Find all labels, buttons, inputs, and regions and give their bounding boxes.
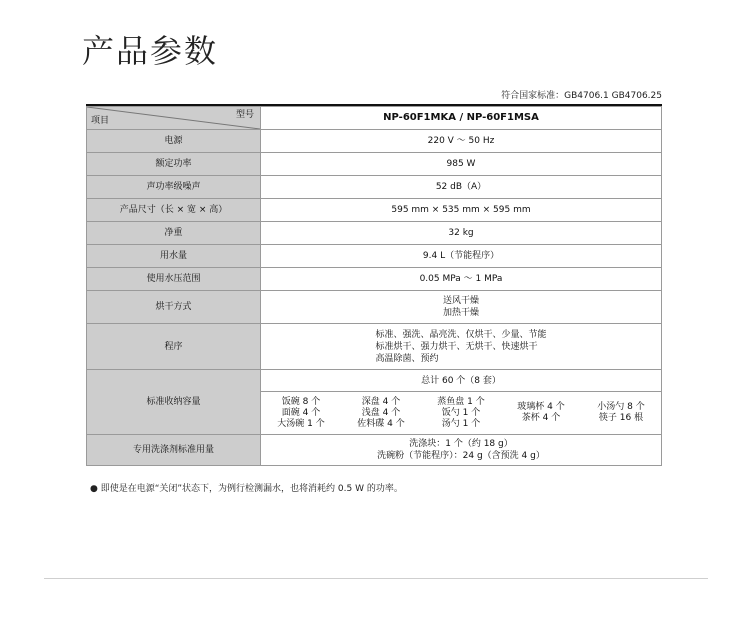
capacity-total: 总计 60 个（8 套） — [261, 370, 662, 392]
table-row — [87, 176, 662, 199]
row-value: 9.4 L（节能程序） — [261, 245, 662, 268]
row-value: 220 V ～ 50 Hz — [261, 130, 662, 153]
capacity-item: 浅盘 4 个 — [361, 407, 401, 418]
row-label: 专用洗涤剂标准用量 — [87, 435, 261, 466]
capacity-column — [261, 397, 341, 430]
capacity-item: 汤勺 1 个 — [441, 418, 481, 429]
program-line: 高温除菌、预约 — [375, 353, 439, 364]
capacity-column — [581, 402, 661, 424]
capacity-item: 饭碗 8 个 — [281, 396, 321, 407]
spec-table — [86, 106, 662, 466]
row-value — [261, 324, 662, 370]
row-value: 985 W — [261, 153, 662, 176]
footnote: ● 即使是在电源“关闭”状态下，为例行检测漏水，也将消耗约 0.5 W 的功率。 — [90, 484, 403, 494]
capacity-item: 茶杯 4 个 — [521, 413, 561, 423]
drying-line: 送风干燥 — [442, 296, 479, 306]
standard-note: 符合国家标准：GB4706.1 GB4706.25 — [501, 91, 662, 101]
capacity-item: 佐料碟 4 个 — [357, 418, 405, 429]
header-corner-cell — [87, 107, 261, 130]
capacity-column — [501, 402, 581, 424]
row-label: 产品尺寸（长 × 宽 × 高） — [87, 199, 261, 222]
header-item-label: 项目 — [91, 116, 110, 126]
programs-list — [375, 329, 546, 365]
table-row-detergent — [87, 435, 662, 466]
detergent-line: 洗碗粉（节能程序）：24 g（含预洗 4 g） — [377, 451, 545, 461]
capacity-item: 面碗 4 个 — [281, 407, 321, 418]
table-row-capacity-total — [87, 370, 662, 392]
capacity-column — [421, 397, 501, 430]
row-label: 净重 — [87, 222, 261, 245]
drying-line: 加热干燥 — [442, 308, 479, 318]
capacity-item: 蒸鱼盘 1 个 — [437, 396, 485, 407]
program-line: 标准、强洗、晶亮洗、仅烘干、少量、节能 — [375, 329, 547, 340]
row-label: 用水量 — [87, 245, 261, 268]
row-label: 程序 — [87, 324, 261, 370]
capacity-items — [261, 392, 662, 435]
program-line: 标准烘干、强力烘干、无烘干、快速烘干 — [375, 341, 538, 352]
table-row — [87, 130, 662, 153]
page-title: 产品参数 — [82, 32, 219, 70]
detergent-line: 洗涤块：1 个（约 18 g） — [409, 439, 513, 449]
row-label: 电源 — [87, 130, 261, 153]
row-label: 使用水压范围 — [87, 268, 261, 291]
row-label: 标准收纳容量 — [87, 370, 261, 435]
table-row — [87, 153, 662, 176]
row-value: 52 dB（A） — [261, 176, 662, 199]
row-value — [261, 435, 662, 466]
spec-table-container — [86, 104, 662, 466]
table-row-drying — [87, 291, 662, 324]
capacity-grid — [261, 394, 661, 433]
capacity-item: 深盘 4 个 — [361, 396, 401, 407]
capacity-item: 饭勺 1 个 — [441, 407, 481, 418]
capacity-item: 筷子 16 根 — [598, 413, 644, 423]
bottom-divider — [44, 578, 708, 579]
table-row — [87, 222, 662, 245]
row-label: 额定功率 — [87, 153, 261, 176]
capacity-item: 玻璃杯 4 个 — [517, 402, 565, 412]
capacity-item: 小汤勺 8 个 — [597, 402, 645, 412]
capacity-item: 大汤碗 1 个 — [277, 418, 325, 429]
row-value: 32 kg — [261, 222, 662, 245]
capacity-column — [341, 397, 421, 430]
model-name: NP-60F1MKA / NP-60F1MSA — [261, 107, 662, 130]
header-model-label: 型号 — [235, 110, 254, 120]
table-row — [87, 245, 662, 268]
row-value: 0.05 MPa ～ 1 MPa — [261, 268, 662, 291]
row-label: 烘干方式 — [87, 291, 261, 324]
table-row — [87, 268, 662, 291]
table-row — [87, 199, 662, 222]
row-value: 595 mm × 535 mm × 595 mm — [261, 199, 662, 222]
diagonal-line — [87, 107, 260, 129]
table-row-programs — [87, 324, 662, 370]
row-value — [261, 291, 662, 324]
row-label: 声功率级噪声 — [87, 176, 261, 199]
